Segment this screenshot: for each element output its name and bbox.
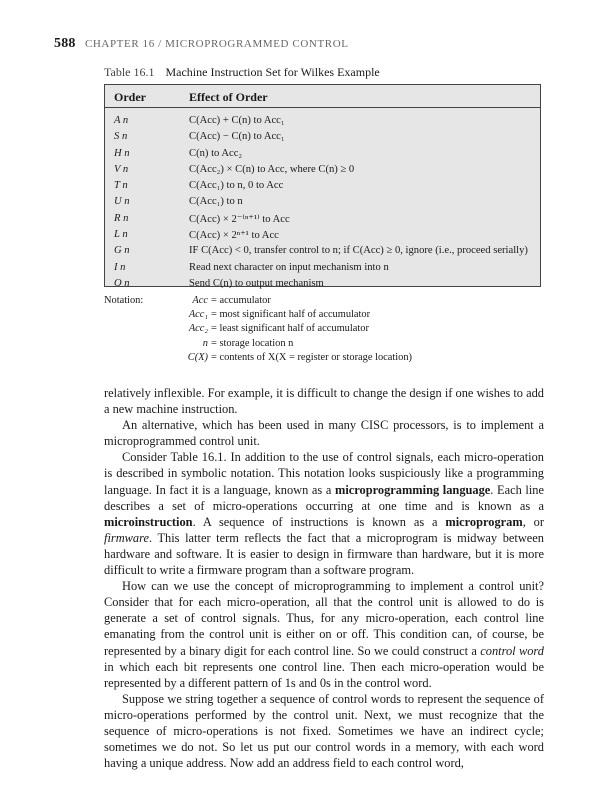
effect-cell: C(Acc₁) to n [189, 196, 243, 208]
order-cell: T n [114, 180, 128, 192]
effect-cell: C(Acc) × 2⁻⁽ⁿ⁺¹⁾ to Acc [189, 213, 290, 225]
table-row [105, 211, 540, 227]
notation-definitions [152, 294, 472, 365]
term-control-word: control word [480, 643, 544, 658]
text-span: . A sequence of instructions is known as a [192, 514, 446, 529]
order-cell: G n [114, 245, 130, 257]
notation-term: C(X) [187, 351, 208, 363]
term-microinstruction: microinstruction [104, 514, 193, 529]
table-title: Machine Instruction Set for Wilkes Example [165, 65, 380, 79]
table-row [105, 146, 540, 162]
chapter-title: CHAPTER 16 / MICROPROGRAMMED CONTROL [84, 38, 349, 50]
effect-cell: C(Acc) × 2ⁿ⁺¹ to Acc [189, 230, 279, 242]
order-cell: I n [114, 261, 126, 273]
paragraph: An alternative, which has been used in many CISC processors, is to implement a microprogrammed control unit. [104, 418, 544, 449]
order-cell: H n [114, 147, 130, 159]
body-text [104, 385, 544, 771]
table-row [105, 227, 540, 243]
effect-cell: Send C(n) to output mechanism [189, 277, 324, 289]
notation-definition: = storage location n [211, 337, 294, 349]
order-cell: O n [114, 277, 130, 289]
order-cell: A n [114, 115, 129, 126]
term-microprogram: microprogram [445, 514, 523, 529]
notation-item [152, 337, 472, 351]
text-span: Consider Table 16.1. In addition to the use of control signals, each micro-operation is described in symbolic notation. This notation looks suspiciously like a programming language. In fact it is a language, known as a [104, 450, 544, 497]
notation-term: Acc₁ [188, 309, 208, 321]
table-row [105, 113, 540, 129]
page-number: 588 [54, 36, 76, 51]
table-row [105, 194, 540, 210]
notation-item [152, 322, 472, 336]
notation-definition: = accumulator [211, 295, 271, 306]
term-firmware: firmware [104, 530, 149, 545]
column-header-effect: Effect of Order [189, 90, 268, 104]
notation-term: Acc₂ [188, 323, 208, 335]
table-row [105, 243, 540, 259]
effect-cell: IF C(Acc) < 0, transfer control to n; if C(Acc) ≥ 0, ignore (i.e., proceed serially) [189, 245, 528, 257]
paragraph [104, 578, 544, 691]
paragraph [104, 449, 544, 578]
notation-definition: = least significant half of accumulator [211, 323, 369, 335]
order-cell: L n [114, 229, 128, 241]
notation-item [152, 351, 472, 365]
notation-item [152, 294, 472, 308]
table-caption [104, 65, 380, 80]
text-span: , or [522, 514, 544, 529]
paragraph: Suppose we string together a sequence of control words to represent the sequence of micro-operations performed by the control unit. Next, we must recognize that the sequence of micro-operations is not fixed. Sometimes we have an indirect cycle; sometimes we do not. So let us put our control words in a memory, with each word having a unique address. Now add an address field to each control word, [104, 691, 544, 771]
notation-label: Notation: [104, 295, 144, 306]
notation-definition: = contents of X(X = register or storage location) [211, 351, 412, 363]
table-header-row [105, 85, 540, 108]
table-label: Table 16.1 [104, 65, 155, 79]
paragraph: relatively inflexible. For example, it is difficult to change the design if one wishes to add a new machine instruction. [104, 386, 544, 417]
table-row [105, 129, 540, 145]
term-microprogramming-language: microprogramming language [335, 482, 491, 497]
notation-definition: = most significant half of accumulator [211, 309, 371, 321]
text-span: . Each line describes a set of micro-operations occurring at one time and is known as a [104, 482, 544, 513]
running-head [54, 36, 349, 52]
column-header-order: Order [114, 90, 146, 104]
effect-cell: C(Acc) − C(n) to Acc₁ [189, 131, 285, 143]
text-span: in which each bit represents one control line. Then each micro-operation would be represented by a different pattern of 1s and 0s in the control word. [104, 659, 544, 690]
order-cell: R n [114, 212, 129, 224]
table-row [105, 276, 540, 292]
text-span: How can we use the concept of microprogramming to implement a control unit? Consider that for each micro-operation, all that the control unit is allowed to do is generate a set of control signals. Thus, for any micro-operation, each control line emanating from the control unit is either on or off. This condition can, of course, be represented by a binary digit for each control line. So we could construct a [104, 579, 544, 658]
effect-cell: Read next character on input mechanism into n [189, 261, 389, 273]
notation-term: Acc [192, 295, 208, 306]
table-row [105, 260, 540, 276]
instruction-table [104, 84, 541, 287]
effect-cell: C(Acc) + C(n) to Acc₁ [189, 115, 285, 126]
order-cell: V n [114, 163, 129, 175]
table-row [105, 162, 540, 178]
order-cell: S n [114, 131, 128, 143]
table-row [105, 178, 540, 194]
notation-term: n [202, 337, 208, 349]
effect-cell: C(Acc₂) × C(n) to Acc, where C(n) ≥ 0 [189, 163, 355, 175]
notation-item [152, 308, 472, 322]
table-body [105, 108, 540, 292]
effect-cell: C(n) to Acc₂ [189, 147, 243, 159]
order-cell: U n [114, 196, 130, 208]
effect-cell: C(Acc₁) to n, 0 to Acc [189, 180, 284, 192]
text-span: . This latter term reflects the fact that a microprogram is midway between hardware and software. It is easier to design in firmware than hardware, but it is more difficult to write a firmware program than a software program. [104, 530, 544, 578]
